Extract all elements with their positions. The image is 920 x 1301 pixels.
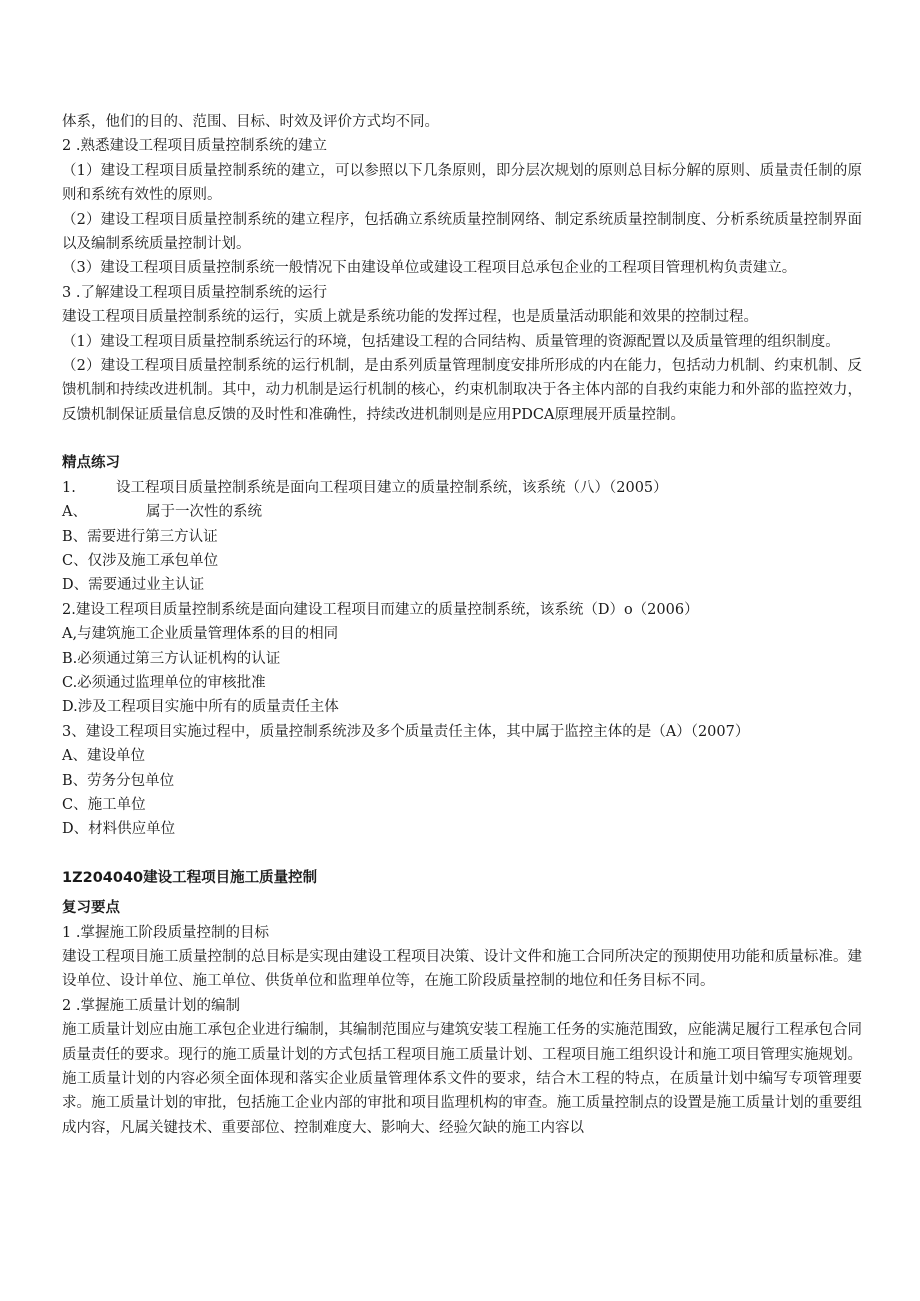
option-text: 属于一次性的系统 (146, 504, 262, 521)
option-d: D、需要通过业主认证 (62, 577, 205, 594)
option-b: B、需要进行第三方认证 (62, 528, 218, 545)
paragraph: （3）建设工程项目质量控制系统一般情况下由建设单位或建设工程项目总承包企业的工程项目管理机构负责建立。 (62, 260, 797, 277)
section-heading: 2 .熟悉建设工程项目质量控制系统的建立 (62, 138, 327, 155)
document-page (62, 110, 862, 1140)
option-a: A,与建筑施工企业质量管理体系的目的相同 (62, 626, 339, 643)
review-title: 复习要点 (62, 900, 120, 917)
question-3: 3、建设工程项目实施过程中，质量控制系统涉及多个质量责任主体，其中属于监控主体的是（A）（2007） (62, 723, 750, 740)
practice-title: 精点练习 (62, 455, 120, 472)
option-c: C.必须通过监理单位的审核批准 (62, 674, 266, 691)
section-heading: 3 .了解建设工程项目质量控制系统的运行 (62, 284, 327, 301)
section-heading: 2 .掌握施工质量计划的编制 (62, 997, 240, 1014)
question-number: 1. (62, 479, 76, 496)
option-c: C、仅涉及施工承包单位 (62, 552, 219, 569)
option-b: B、劳务分包单位 (62, 772, 175, 789)
paragraph: 建设工程项目质量控制系统的运行，实质上就是系统功能的发挥过程，也是质量活动职能和效果的控制过程。 (62, 309, 758, 326)
question-1 (62, 476, 862, 500)
paragraph: 体系，他们的目的、范围、目标、时效及评价方式均不同。 (62, 114, 439, 130)
option-c: C、施工单位 (62, 796, 146, 813)
paragraph: 建设工程项目施工质量控制的总目标是实现由建设工程项目决策、设计文件和施工合同所决定的预期使用功能和质量标准。建设单位、设计单位、施工单位、供货单位和监理单位等，在施工阶段质量控制的地位和任务目标不同。 (62, 949, 862, 990)
question-text: 设工程项目质量控制系统是面向工程项目建立的质量控制系统，该系统（八）（2005） (116, 479, 668, 496)
option-d: D.涉及工程项目实施中所有的质量责任主体 (62, 699, 339, 716)
paragraph: （2）建设工程项目质量控制系统的运行机制，是由系列质量管理制度安排所形成的内在能力，包括动力机制、约束机制、反馈机制和持续改进机制。其中，动力机制是运行机制的核心，约束机制取决于各主体内部的自我约束能力和外部的监控效力，反馈机制保证质量信息反馈的及时性和准确性，持续改进机制则是应用PDCA原理展开质量控制。 (62, 358, 862, 423)
paragraph: （2）建设工程项目质量控制系统的建立程序，包括确立系统质量控制网络、制定系统质量控制制度、分析系统质量控制界面以及编制系统质量控制计划。 (62, 211, 862, 253)
chapter-title: 1Z204040建设工程项目施工质量控制 (62, 869, 318, 886)
option-label: A、 (62, 504, 87, 521)
paragraph: （1）建设工程项目质量控制系统的建立，可以参照以下几条原则，即分层次规划的原则总目标分解的原则、质量责任制的原则和系统有效性的原则。 (62, 162, 862, 204)
option-b: B.必须通过第三方认证机构的认证 (62, 650, 281, 667)
question-2: 2.建设工程项目质量控制系统是面向建设工程项目而建立的质量控制系统，该系统（D）o（2006） (62, 601, 699, 618)
option-d: D、材料供应单位 (62, 821, 176, 838)
section-heading: 1 .掌握施工阶段质量控制的目标 (62, 924, 269, 941)
paragraph: （1）建设工程项目质量控制系统运行的环境，包括建设工程的合同结构、质量管理的资源配置以及质量管理的组织制度。 (62, 333, 840, 350)
option-a: A、建设单位 (62, 748, 145, 765)
option-a (62, 500, 862, 524)
paragraph: 施工质量计划应由施工承包企业进行编制，其编制范围应与建筑安装工程施工任务的实施范围致，应能满足履行工程承包合同质量责任的要求。现行的施工质量计划的方式包括工程项目施工质量计划、工程项目施工组织设计和施工项目管理实施规划。施工质量计划的内容必须全面体现和落实企业质量管理体系文件的要求，结合木工程的特点，在质量计划中编写专项管理要求。施工质量计划的审批，包括施工企业内部的审批和项目监理机构的审查。施工质量控制点的设置是施工质量计划的重要组成内容，凡属关键技术、重要部位、控制难度大、影响大、经验欠缺的施工内容以 (62, 1022, 862, 1136)
